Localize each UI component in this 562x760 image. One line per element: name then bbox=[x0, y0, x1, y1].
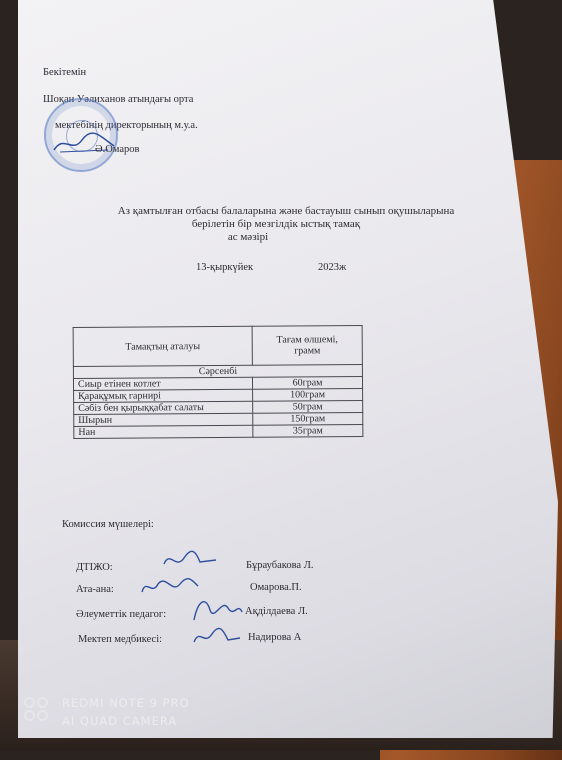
watermark-camera: AI QUAD CAMERA bbox=[62, 714, 178, 728]
member-name: Бұраубакова Л. bbox=[246, 560, 314, 571]
date-year: 2023ж bbox=[318, 262, 347, 273]
director-name: Ә.Омаров bbox=[95, 144, 140, 155]
member-role: Әлеуметтік педагог: bbox=[76, 609, 167, 620]
date-day: 13-қыркүйек bbox=[196, 262, 254, 273]
column-header-dish: Тамақтың аталуы bbox=[73, 326, 252, 366]
dish-name: Сәбіз бен қырыққабат салаты bbox=[74, 401, 253, 414]
member-name: Ақділдаева Л. bbox=[245, 606, 308, 617]
member-signature bbox=[190, 624, 244, 650]
member-role: ДТІЖО: bbox=[76, 562, 113, 573]
dish-portion: 100грам bbox=[253, 388, 363, 401]
table-row bbox=[74, 424, 363, 438]
column-header-portion-line1: Тағам өлшемі, bbox=[276, 334, 338, 346]
watermark-model: REDMI NOTE 9 PRO bbox=[62, 696, 190, 710]
member-signature bbox=[160, 548, 220, 574]
member-role: Ата-ана: bbox=[76, 584, 114, 595]
member-signature bbox=[188, 592, 246, 626]
menu-table bbox=[73, 325, 364, 439]
column-header-portion-line2: грамм bbox=[294, 345, 321, 357]
commission-heading: Комиссия мүшелері: bbox=[62, 519, 154, 530]
dish-name: Қарақұмық гарнирі bbox=[74, 389, 253, 402]
column-header-portion bbox=[252, 325, 362, 365]
dish-portion: 150грам bbox=[253, 412, 363, 425]
member-name: Надирова А bbox=[248, 632, 302, 643]
member-name: Омарова.П. bbox=[250, 582, 302, 593]
approval-label: Бекітемін bbox=[43, 67, 87, 78]
table-header-row bbox=[73, 325, 362, 366]
day-name: Сәрсенбі bbox=[73, 364, 362, 378]
dish-portion: 50грам bbox=[253, 400, 363, 413]
dish-name: Шырын bbox=[74, 413, 253, 426]
dish-portion: 60грам bbox=[252, 376, 362, 389]
member-role: Мектеп медбикесі: bbox=[78, 634, 163, 645]
approval-school-line: Шоқан Уәлиханов атындағы орта bbox=[43, 94, 194, 105]
document-title-line2: берілетін бір мезгілдік ыстық тамақ bbox=[191, 218, 361, 230]
dish-portion: 35грам bbox=[253, 424, 363, 437]
approval-director-line: мектебінің директорының м.у.а. bbox=[55, 120, 198, 131]
document-title-line1: Аз қамтылған отбасы балаларына және бастауыш сынып оқушыларына bbox=[117, 205, 455, 217]
dish-name: Нан bbox=[74, 425, 253, 438]
document-title-line3: ас мәзірі bbox=[227, 231, 269, 243]
dish-name: Сиыр етінен котлет bbox=[73, 377, 252, 390]
